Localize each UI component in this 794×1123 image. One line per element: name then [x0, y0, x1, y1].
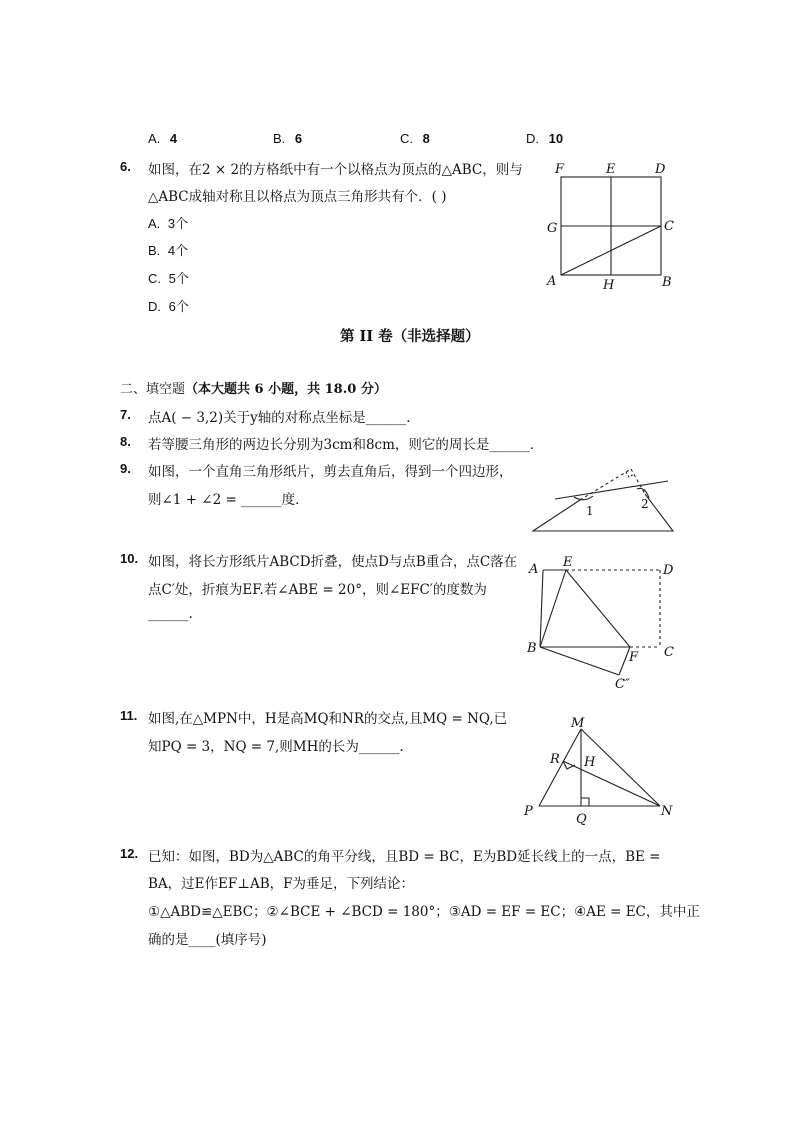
q5-option-b-letter: B. [273, 131, 286, 146]
q10-number: 10. [120, 551, 139, 566]
q6-label-d: D [655, 162, 666, 177]
q9-label-1: 1 [586, 504, 594, 518]
q5-option-d-letter: D. [526, 131, 539, 146]
q5-option-b-value: 6 [294, 131, 303, 146]
q9-text-line2: 则∠1 + ∠2 = ______度． [148, 492, 309, 508]
q12-text-line3: ①△ABD≌△EBC；②∠BCE + ∠BCD = 180°；③AD = EF = EC；④AE = EC，其中正 [148, 904, 700, 920]
q10-text-line2: 点C′处，折痕为EF.若∠ABE = 20°，则∠EFC′的度数为 [148, 582, 487, 598]
q11-side-mp [539, 729, 581, 806]
q6-label-f: F [555, 162, 565, 177]
q6-label-g: G [547, 221, 558, 236]
q10-label-cprime: C″ [615, 677, 630, 692]
q12-text-line2: BA，过E作EF⊥AB，F为垂足，下列结论： [148, 876, 414, 892]
q7-text: 点A( − 3,2)关于y轴的对称点坐标是______． [148, 410, 420, 426]
q10-text-line3: ______. [148, 606, 193, 622]
q11-text-line1: 如图,在△MPN中，H是高MQ和NR的交点,且MQ = NQ,已 [148, 711, 508, 727]
q11-number: 11. [120, 708, 138, 723]
q8-number: 8. [120, 434, 131, 449]
q11-right-angle-q [581, 798, 589, 806]
q12-text-line1: 已知：如图，BD为△ABC的角平分线，且BD = BC，E为BD延长线上的一点，BE = [148, 849, 661, 865]
q6-option-a-text: 3个 [167, 216, 189, 231]
q10-label-a: A [529, 562, 539, 577]
q6-label-a: A [547, 274, 557, 289]
q6-option-c-letter: C. [148, 271, 161, 286]
q5-option-a-letter: A. [148, 131, 161, 146]
q11-label-r: R [550, 752, 560, 767]
q6-label-e: E [606, 162, 616, 177]
q6-option-b-text: 4个 [167, 243, 189, 258]
q6-number: 6. [120, 159, 131, 174]
q6-text-line1: 如图，在2 × 2的方格纸中有一个以格点为顶点的△ABC，则与 [148, 162, 523, 178]
q5-option-c-value: 8 [422, 131, 430, 146]
q10-label-c: C [664, 645, 674, 660]
q6-text-line2: △ABC成轴对称且以格点为顶点三角形共有个．( ) [148, 189, 447, 205]
q11-label-p: P [524, 804, 533, 819]
q5-option-a-value: 4 [169, 131, 178, 146]
q6-label-c: C [664, 219, 674, 234]
section2-info: （本大题共 6 小题，共 18.0 分） [185, 382, 387, 397]
q11-label-q: Q [576, 812, 587, 827]
q5-option-c-letter: C. [400, 131, 413, 146]
q9-number: 9. [120, 461, 131, 476]
q11-height-nr [563, 761, 660, 806]
q6-label-b: B [662, 275, 672, 290]
q11-label-n: N [661, 804, 673, 819]
q7-number: 7. [120, 407, 131, 422]
q10-text-line1: 如图，将长方形纸片ABCD折叠，使点D与点B重合，点C落在 [148, 554, 518, 570]
q5-option-d-value: 10 [548, 131, 564, 146]
q11-label-h: H [584, 755, 596, 770]
q11-text-line2: 知PQ = 3，NQ = 7,则MH的长为______. [148, 739, 404, 755]
q10-label-f: F [629, 650, 639, 665]
q12-number: 12. [120, 846, 139, 861]
q9-text-line1: 如图，一个直角三角形纸片，剪去直角后，得到一个四边形， [148, 464, 513, 480]
part2-title: 第 II 卷（非选择题） [340, 328, 480, 345]
q10-label-e: E [563, 555, 573, 570]
q6-option-c-text: 5个 [168, 271, 189, 286]
q6-label-h: H [603, 278, 615, 293]
section2-label: 二、填空题 [120, 382, 186, 397]
q6-option-b-letter: B. [148, 243, 161, 258]
q10-label-b: B [527, 641, 537, 656]
q8-text: 若等腰三角形的两边长分别为3cm和8cm，则它的周长是______． [148, 437, 544, 453]
q6-option-d-letter: D. [148, 299, 161, 314]
q6-option-d-text: 6个 [168, 299, 189, 314]
q10-label-d: D [663, 563, 674, 578]
q9-label-2: 2 [641, 497, 649, 511]
q6-option-a-letter: A. [148, 216, 161, 231]
q11-label-m: M [571, 716, 585, 731]
q12-text-line4: 确的是____(填序号) [148, 932, 267, 948]
